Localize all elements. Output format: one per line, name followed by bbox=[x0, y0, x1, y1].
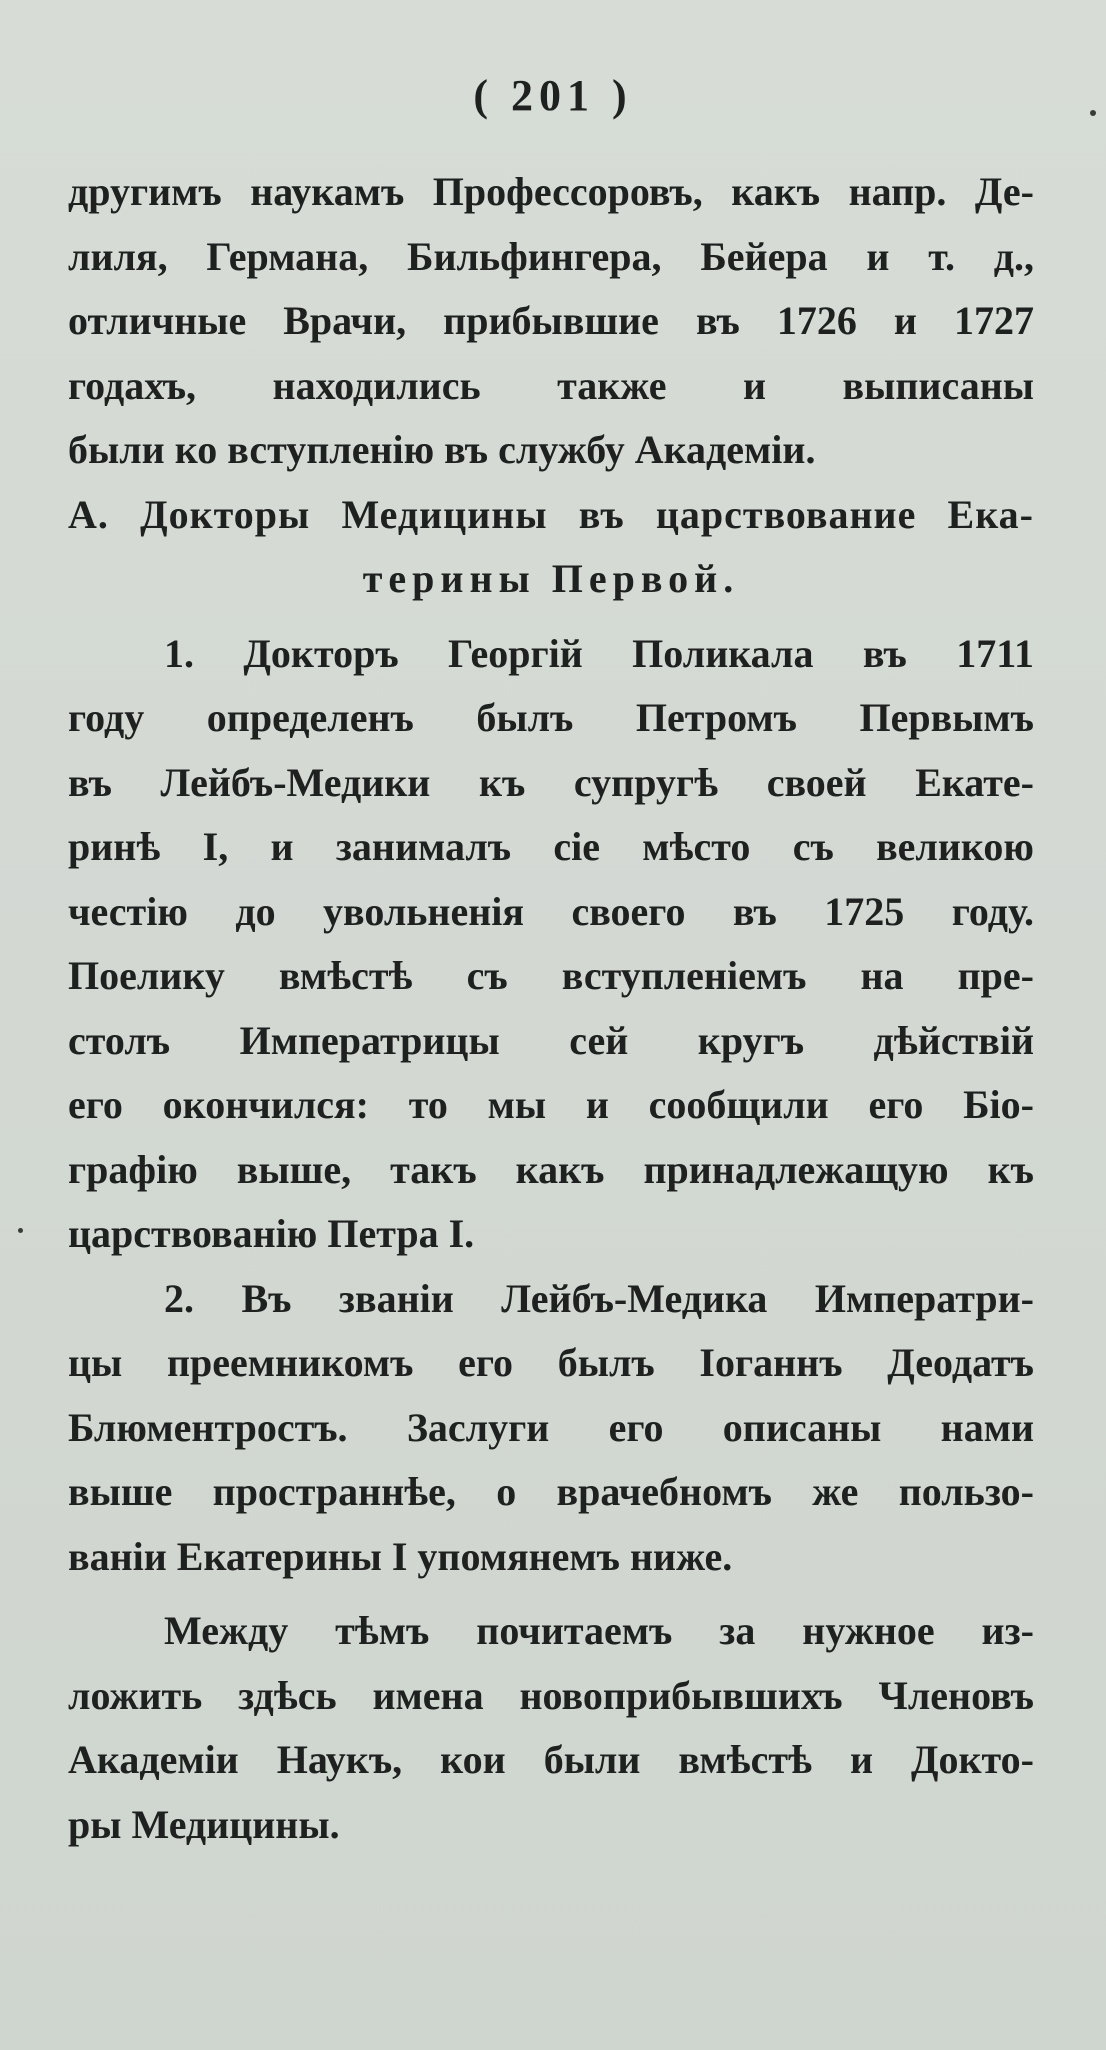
text-line: выше пространнѣе, о врачебномъ же пользо- bbox=[68, 1469, 1034, 1514]
text-line: честію до увольненія своего въ 1725 году. bbox=[68, 888, 1034, 934]
text-line: другимъ наукамъ Профессоровъ, какъ напр. Де- bbox=[68, 169, 1034, 214]
text-line: царствованію Петра I. bbox=[68, 1211, 475, 1256]
text-line: цы преемникомъ его былъ Іоганнъ Деодатъ bbox=[68, 1340, 1034, 1385]
text-line: лиля, Германа, Бильфингера, Бейера и т. д., bbox=[68, 233, 1034, 279]
section-heading-continued: терины Первой. bbox=[362, 556, 740, 601]
page-number: ( 201 ) bbox=[473, 71, 633, 120]
paragraph-3-start: Между тѣмъ почитаемъ за нужное из- bbox=[164, 1608, 1034, 1653]
text-line: ры Медицины. bbox=[68, 1801, 340, 1847]
text-line: были ко вступленію въ службу Академіи. bbox=[68, 427, 816, 472]
ink-speck bbox=[18, 1228, 23, 1233]
text-line: Поелику вмѣстѣ съ вступленіемъ на пре- bbox=[68, 953, 1034, 998]
text-line: ложить здѣсь имена новоприбывшихъ Членовъ bbox=[68, 1672, 1034, 1718]
paragraph-1-start: 1. Докторъ Георгій Поликала въ 1711 bbox=[164, 630, 1034, 676]
section-heading: А. Докторы Медицины въ царствование Ека- bbox=[68, 491, 1034, 537]
ink-speck bbox=[1090, 110, 1096, 116]
text-line: его окончился: то мы и сообщили его Біо- bbox=[68, 1082, 1034, 1127]
text-line: годахъ, находились также и выписаны bbox=[68, 362, 1034, 408]
text-line: отличные Врачи, прибывшие въ 1726 и 1727 bbox=[68, 298, 1034, 343]
text-line: въ Лейбъ-Медики къ супругѣ своей Екате- bbox=[68, 759, 1034, 805]
text-line: графію выше, такъ какъ принадлежащую къ bbox=[68, 1146, 1034, 1192]
text-line: году определенъ былъ Петромъ Первымъ bbox=[68, 695, 1034, 740]
text-line: Блюментростъ. Заслуги его описаны нами bbox=[68, 1404, 1034, 1450]
paragraph-2-start: 2. Въ званіи Лейбъ-Медика Императри- bbox=[164, 1275, 1034, 1321]
text-line: ринѣ I, и занималъ сіе мѣсто съ великою bbox=[68, 824, 1034, 869]
text-line: Академіи Наукъ, кои были вмѣстѣ и Докто- bbox=[68, 1737, 1034, 1782]
body-text bbox=[68, 160, 1034, 1857]
text-line: столъ Императрицы сей кругъ дѣйствій bbox=[68, 1017, 1034, 1063]
text-line: ваніи Екатерины I упомянемъ ниже. bbox=[68, 1533, 733, 1579]
